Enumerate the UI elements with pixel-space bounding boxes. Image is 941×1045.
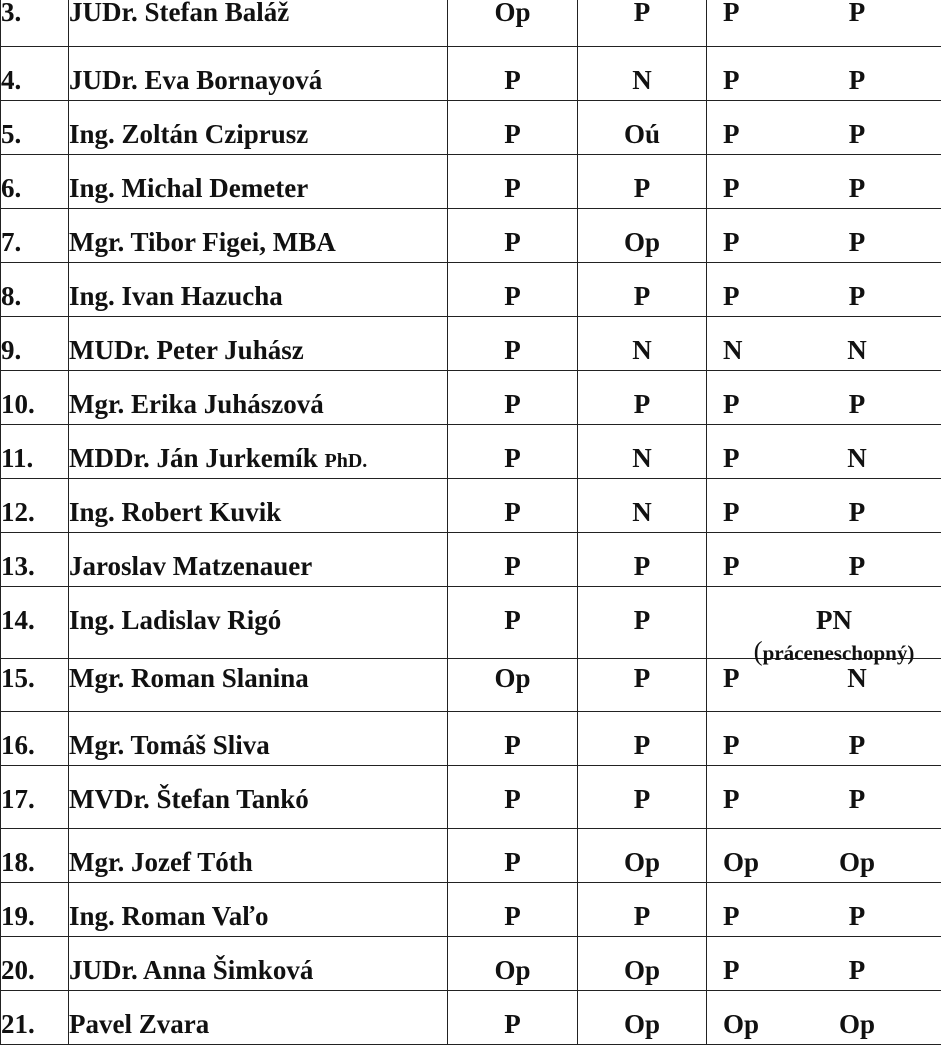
attendance-value: P [723, 957, 740, 984]
attendance-cell: Op [448, 659, 578, 712]
attendance-cell-pair [707, 712, 941, 766]
attendance-cell: P [448, 101, 578, 155]
attendance-cell-pair [707, 317, 941, 371]
attendance-cell: Op [578, 937, 707, 991]
attendance-cell: Op [448, 937, 578, 991]
row-number: 13. [1, 533, 69, 587]
attendance-value: P [723, 0, 740, 26]
attendance-cell: Op [578, 209, 707, 263]
member-name: Ing. Ivan Hazucha [69, 263, 448, 317]
row-number: 3. [1, 0, 69, 47]
attendance-value: P [837, 0, 877, 26]
sick-leave-cell [707, 587, 941, 659]
member-name: Mgr. Erika Juhászová [69, 371, 448, 425]
attendance-value: P [723, 665, 740, 692]
attendance-cell: N [578, 425, 707, 479]
attendance-cell-pair [707, 533, 941, 587]
attendance-value: P [723, 67, 740, 94]
row-number: 4. [1, 47, 69, 101]
attendance-value: N [837, 337, 877, 364]
attendance-value: P [837, 553, 877, 580]
attendance-cell: Op [448, 0, 578, 47]
member-name: Ing. Zoltán Cziprusz [69, 101, 448, 155]
table-row [1, 712, 941, 766]
attendance-cell: Oú [578, 101, 707, 155]
member-name: Ing. Roman Vaľo [69, 883, 448, 937]
attendance-value: P [837, 786, 877, 813]
attendance-value: N [837, 445, 877, 472]
attendance-cell-pair [707, 263, 941, 317]
attendance-cell: P [448, 317, 578, 371]
table-row [1, 479, 941, 533]
table-row [1, 533, 941, 587]
member-name: Ing. Robert Kuvik [69, 479, 448, 533]
attendance-cell-pair [707, 0, 941, 47]
attendance-value: Op [829, 849, 885, 876]
row-number: 7. [1, 209, 69, 263]
attendance-cell-pair [707, 101, 941, 155]
row-number: 19. [1, 883, 69, 937]
attendance-cell: P [448, 766, 578, 829]
attendance-cell: P [448, 371, 578, 425]
table-row [1, 209, 941, 263]
attendance-value: P [837, 121, 877, 148]
attendance-cell-pair [707, 479, 941, 533]
table-row [1, 317, 941, 371]
attendance-value: P [723, 903, 740, 930]
attendance-cell: P [448, 587, 578, 659]
attendance-cell: P [578, 659, 707, 712]
attendance-cell: P [578, 155, 707, 209]
row-number: 10. [1, 371, 69, 425]
row-number: 6. [1, 155, 69, 209]
row-number: 17. [1, 766, 69, 829]
attendance-cell-pair [707, 371, 941, 425]
member-name: MUDr. Peter Juhász [69, 317, 448, 371]
attendance-cell: P [578, 263, 707, 317]
table-row [1, 829, 941, 883]
attendance-value: P [837, 957, 877, 984]
attendance-cell: P [448, 883, 578, 937]
attendance-cell-pair [707, 829, 941, 883]
attendance-cell-pair [707, 425, 941, 479]
table-row [1, 587, 941, 659]
attendance-cell: P [578, 371, 707, 425]
row-number: 5. [1, 101, 69, 155]
attendance-cell: P [578, 533, 707, 587]
attendance-cell: P [448, 155, 578, 209]
table-row [1, 425, 941, 479]
member-name: JUDr. Stefan Baláž [69, 0, 448, 47]
attendance-cell: P [448, 991, 578, 1045]
attendance-cell: Op [578, 829, 707, 883]
attendance-cell: N [578, 317, 707, 371]
attendance-value: P [837, 229, 877, 256]
attendance-cell: P [448, 829, 578, 883]
member-name: Pavel Zvara [69, 991, 448, 1045]
attendance-cell-pair [707, 47, 941, 101]
member-name: Mgr. Tibor Figei, MBA [69, 209, 448, 263]
attendance-value: P [837, 903, 877, 930]
attendance-value: Op [829, 1011, 885, 1038]
table-row [1, 101, 941, 155]
table-row [1, 659, 941, 712]
attendance-cell-pair [707, 991, 941, 1045]
attendance-cell-pair [707, 659, 941, 712]
table-row [1, 883, 941, 937]
attendance-value: P [837, 67, 877, 94]
table-row [1, 766, 941, 829]
row-number: 14. [1, 587, 69, 659]
attendance-cell: P [448, 712, 578, 766]
attendance-value: P [837, 391, 877, 418]
row-number: 9. [1, 317, 69, 371]
attendance-cell: N [578, 47, 707, 101]
table-row [1, 155, 941, 209]
member-name: JUDr. Eva Bornayová [69, 47, 448, 101]
attendance-cell: P [448, 425, 578, 479]
attendance-cell: N [578, 479, 707, 533]
member-name: Mgr. Jozef Tóth [69, 829, 448, 883]
member-name-text: MDDr. Ján Jurkemík [69, 443, 325, 473]
attendance-cell-pair [707, 766, 941, 829]
attendance-cell: P [578, 0, 707, 47]
row-number: 20. [1, 937, 69, 991]
attendance-value: P [723, 283, 740, 310]
row-number: 15. [1, 659, 69, 712]
attendance-value: P [723, 786, 740, 813]
attendance-value: P [723, 732, 740, 759]
member-name-suffix: PhD. [325, 450, 368, 472]
attendance-value: P [837, 732, 877, 759]
table-row [1, 991, 941, 1045]
row-number: 16. [1, 712, 69, 766]
member-name: Ing. Michal Demeter [69, 155, 448, 209]
attendance-value: P [723, 175, 740, 202]
table-row [1, 371, 941, 425]
attendance-value: P [837, 499, 877, 526]
attendance-cell: P [578, 587, 707, 659]
table-row [1, 47, 941, 101]
attendance-cell-pair [707, 937, 941, 991]
attendance-value: P [723, 499, 740, 526]
member-name: JUDr. Anna Šimková [69, 937, 448, 991]
member-name: Jaroslav Matzenauer [69, 533, 448, 587]
row-number: 21. [1, 991, 69, 1045]
attendance-cell: P [578, 883, 707, 937]
attendance-cell: P [448, 479, 578, 533]
attendance-cell-pair [707, 883, 941, 937]
member-name [69, 425, 448, 479]
attendance-cell-pair [707, 155, 941, 209]
attendance-cell: P [448, 533, 578, 587]
attendance-value: P [837, 175, 877, 202]
sick-leave-code: PN [725, 607, 941, 634]
row-number: 11. [1, 425, 69, 479]
attendance-cell: P [578, 712, 707, 766]
member-name: Ing. Ladislav Rigó [69, 587, 448, 659]
attendance-cell-pair [707, 209, 941, 263]
attendance-value: P [723, 229, 740, 256]
attendance-cell: P [448, 263, 578, 317]
member-name: Mgr. Roman Slanina [69, 659, 448, 712]
attendance-cell: P [578, 766, 707, 829]
attendance-value: Op [723, 849, 759, 876]
attendance-value: P [723, 553, 740, 580]
member-name: MVDr. Štefan Tankó [69, 766, 448, 829]
attendance-value: N [723, 337, 743, 364]
attendance-cell: P [448, 209, 578, 263]
table-row [1, 263, 941, 317]
attendance-value: P [723, 391, 740, 418]
attendance-cell: Op [578, 991, 707, 1045]
table-row [1, 0, 941, 47]
member-name: Mgr. Tomáš Sliva [69, 712, 448, 766]
sick-leave-note: (práceneschopný) [725, 638, 941, 665]
attendance-value: P [723, 121, 740, 148]
attendance-value: N [837, 665, 877, 692]
row-number: 8. [1, 263, 69, 317]
attendance-value: P [723, 445, 740, 472]
attendance-value: Op [723, 1011, 759, 1038]
attendance-cell: P [448, 47, 578, 101]
row-number: 18. [1, 829, 69, 883]
row-number: 12. [1, 479, 69, 533]
table-row [1, 937, 941, 991]
attendance-value: P [837, 283, 877, 310]
